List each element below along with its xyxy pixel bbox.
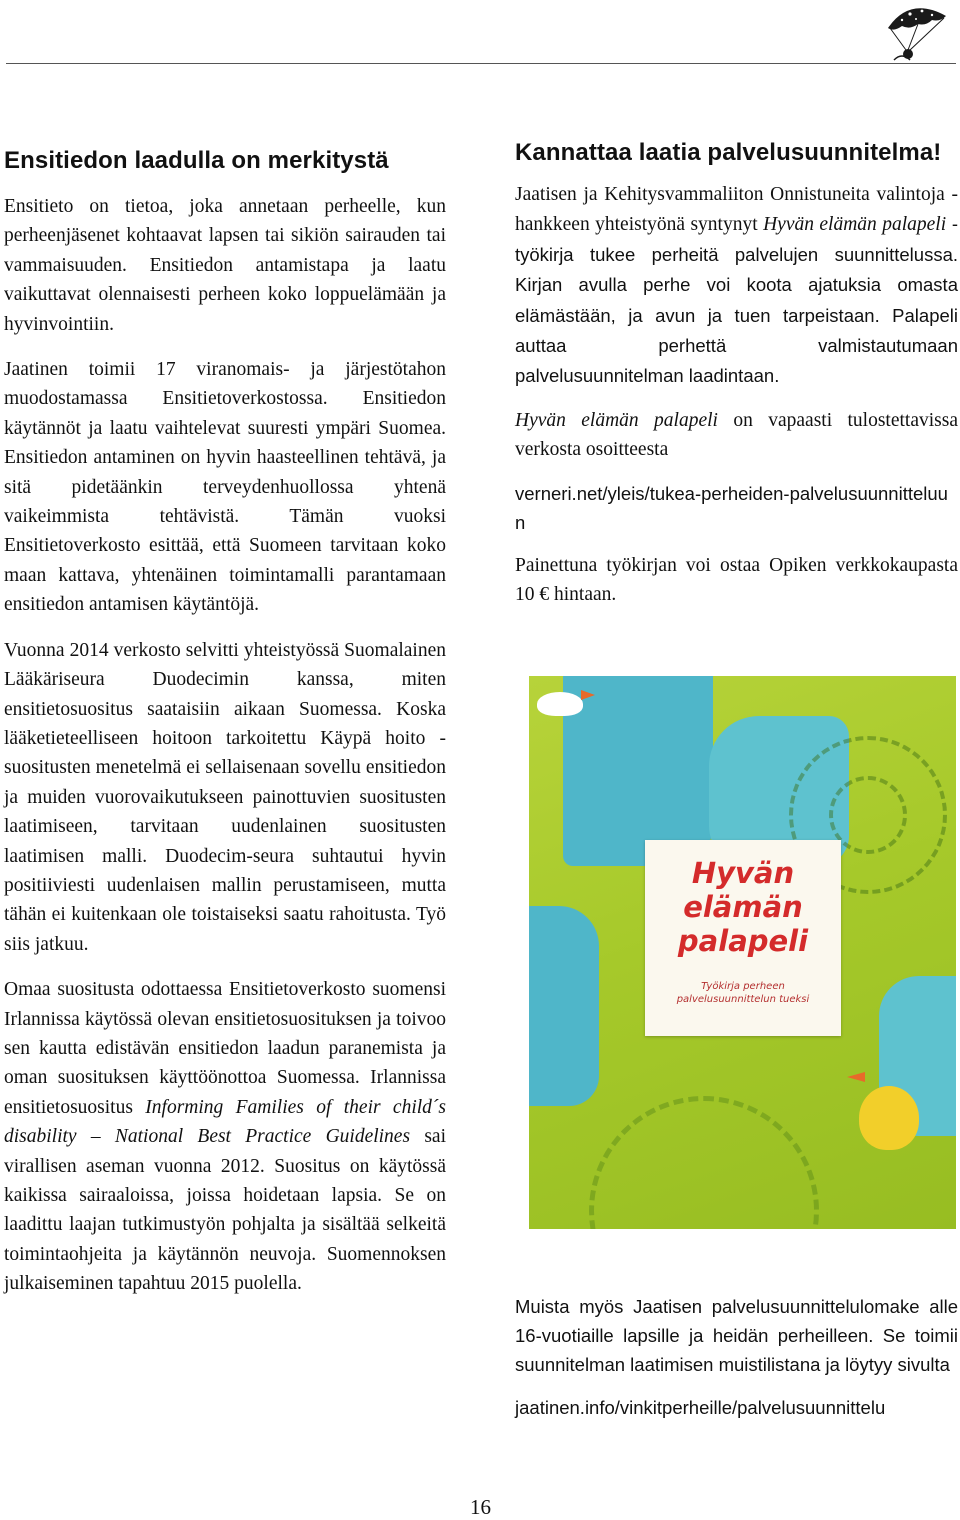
cover-subtitle-line: Työkirja perheen [701, 981, 785, 992]
r-p1-text-a: Jaatisen ja Kehitysvammaliiton Onnistuneita valintoja -hankkeen yhteistyönä syntynyt [515, 184, 958, 236]
left-paragraph-2: Jaatinen toimii 17 viranomais- ja järjestötahon muodostamassa Ensitietoverkostossa. Ensitiedon käytännöt ja laatu vaihtelevat suuresti ympäri Suomea. Ensitiedon antaminen on hyvin haasteellinen tehtävä, ja sitä pidetäänkin terveydenhuollossa yhtenä vaikeimmista tehtävistä. Tämän vuoksi Ensitietoverkosto esittää, että Suomeen tarvitaan koko maan kattava, yhtenäinen toimintamalli parantamaan ensitiedon antamisen käytäntöjä. [4, 359, 446, 616]
p4-text-b: sai virallisen aseman vuonna 2012. Suositus on käytössä kaikissa sairaaloissa, joissa hoidetaan lapsia. Se on laadittu laajan tutkimustyön pohjalta ja sisältää selkeitä toimintaohjeita ja käytännön neuvoja. Suomennoksen julkaiseminen tapahtuu 2015 puolella. [4, 1126, 446, 1295]
p4-text-a: Omaa suositusta odottaessa Ensitietoverkosto suomensi Irlannissa käytössä olevan ensitietosuosituksen ja toivoo sen kautta edistävän ensitiedon laadun paranemista ja oman suosituksen käyttöönottoa Suomessa. Irlannissa ensitietosuositus [4, 979, 446, 1118]
spiral-pattern [589, 1096, 819, 1229]
cover-title-line: Hyvän [691, 856, 795, 890]
right-paragraph-4: Muista myös Jaatisen palvelusuunnittelulomake alle 16-vuotiaille lapsille ja heidän perheilleen. Se toimii suunnitelman laatimisen muistilistana ja löytyy sivulta [515, 1296, 958, 1375]
r-p2-text: on vapaasti tulostettavissa verkosta osoitteesta [515, 409, 958, 461]
cover-subtitle-line: palvelusuunnittelun tueksi [676, 994, 810, 1005]
r-p2-italic-title: Hyvän elämän palapeli [515, 409, 718, 431]
white-bird-icon [537, 692, 583, 716]
right-paragraph-2 [515, 406, 958, 465]
left-column [4, 138, 446, 1299]
cover-title-line: elämän [683, 890, 803, 924]
p4-italic-title: Informing Families of their child´s disability – National Best Practice Guidelines [4, 1096, 447, 1148]
cover-title-line: palapeli [677, 924, 809, 958]
yellow-bird-icon [859, 1086, 919, 1150]
header-rule [6, 63, 956, 64]
puzzle-piece [563, 676, 713, 866]
right-column-bottom [515, 1292, 958, 1422]
right-column [515, 138, 958, 609]
bird-beak [847, 1072, 865, 1082]
jaatinen-link[interactable]: jaatinen.info/vinkitperheille/palvelusuunnittelu [515, 1397, 886, 1418]
right-heading: Kannattaa laatia palvelusuunnitelma! [515, 139, 942, 166]
cover-title-card [645, 840, 841, 1036]
puzzle-piece [529, 906, 599, 1106]
r-p1-text-b: -työkirja tukee perheitä palvelujen suunnittelussa. Kirjan avulla perhe voi koota ajatuksia omasta elämästään, ja avun ja tuen tarpeistaan. Palapeli auttaa perhettä valmistautumaan palvelusuunnitelman laadintaan. [515, 213, 958, 387]
left-heading: Ensitiedon laadulla on merkitystä [4, 147, 389, 174]
book-cover-image [529, 676, 956, 1229]
left-paragraph-3: Vuonna 2014 verkosto selvitti yhteistyössä Suomalainen Lääkäriseura Duodecimin kanssa, miten ensitietosuositus saataisiin aikaan Suomessa. Koska lääketieteelliseen hoitoon tarkoitettu Käypä hoito -suositusten menetelmä ei sellaisenaan sovellu ensitiedon ja muiden vuorovaikutukseen painottuvien suositusten laatimiseen, tarvitaan uudenlainen suositusten laatimisen malli. Duodecim-seura suhtautui hyvin positiiviesti uudenlaisen mallin perustamiseen, mutta tähän ei kuitenkaan ole toistaiseksi saatu rahoitusta. Työ siis jatkuu. [4, 639, 446, 955]
cover-title [655, 856, 831, 958]
left-paragraph-4 [4, 975, 446, 1298]
right-paragraph-1 [515, 180, 958, 392]
page-number: 16 [470, 1495, 491, 1519]
left-paragraph-1: Ensitieto on tietoa, joka annetaan perheelle, kun perheenjäsenet kohtaavat lapsen tai sikiön sairauden tai vammaisuuden. Ensitiedon antamistapa ja laatu vaikuttavat olennaisesti perheen koko loppuelämään ja hyvinvointiin. [4, 196, 446, 335]
right-paragraph-3: Painettuna työkirjan voi ostaa Opiken verkkokaupasta 10 € hintaan. [515, 554, 958, 606]
cover-subtitle [655, 980, 831, 1006]
r-p1-italic-title: Hyvän elämän palapeli [763, 214, 947, 236]
parachute-icon [880, 2, 952, 64]
verneri-link[interactable]: verneri.net/yleis/tukea-perheiden-palvelusuunnitteluun [515, 482, 948, 533]
bird-beak [581, 690, 595, 700]
